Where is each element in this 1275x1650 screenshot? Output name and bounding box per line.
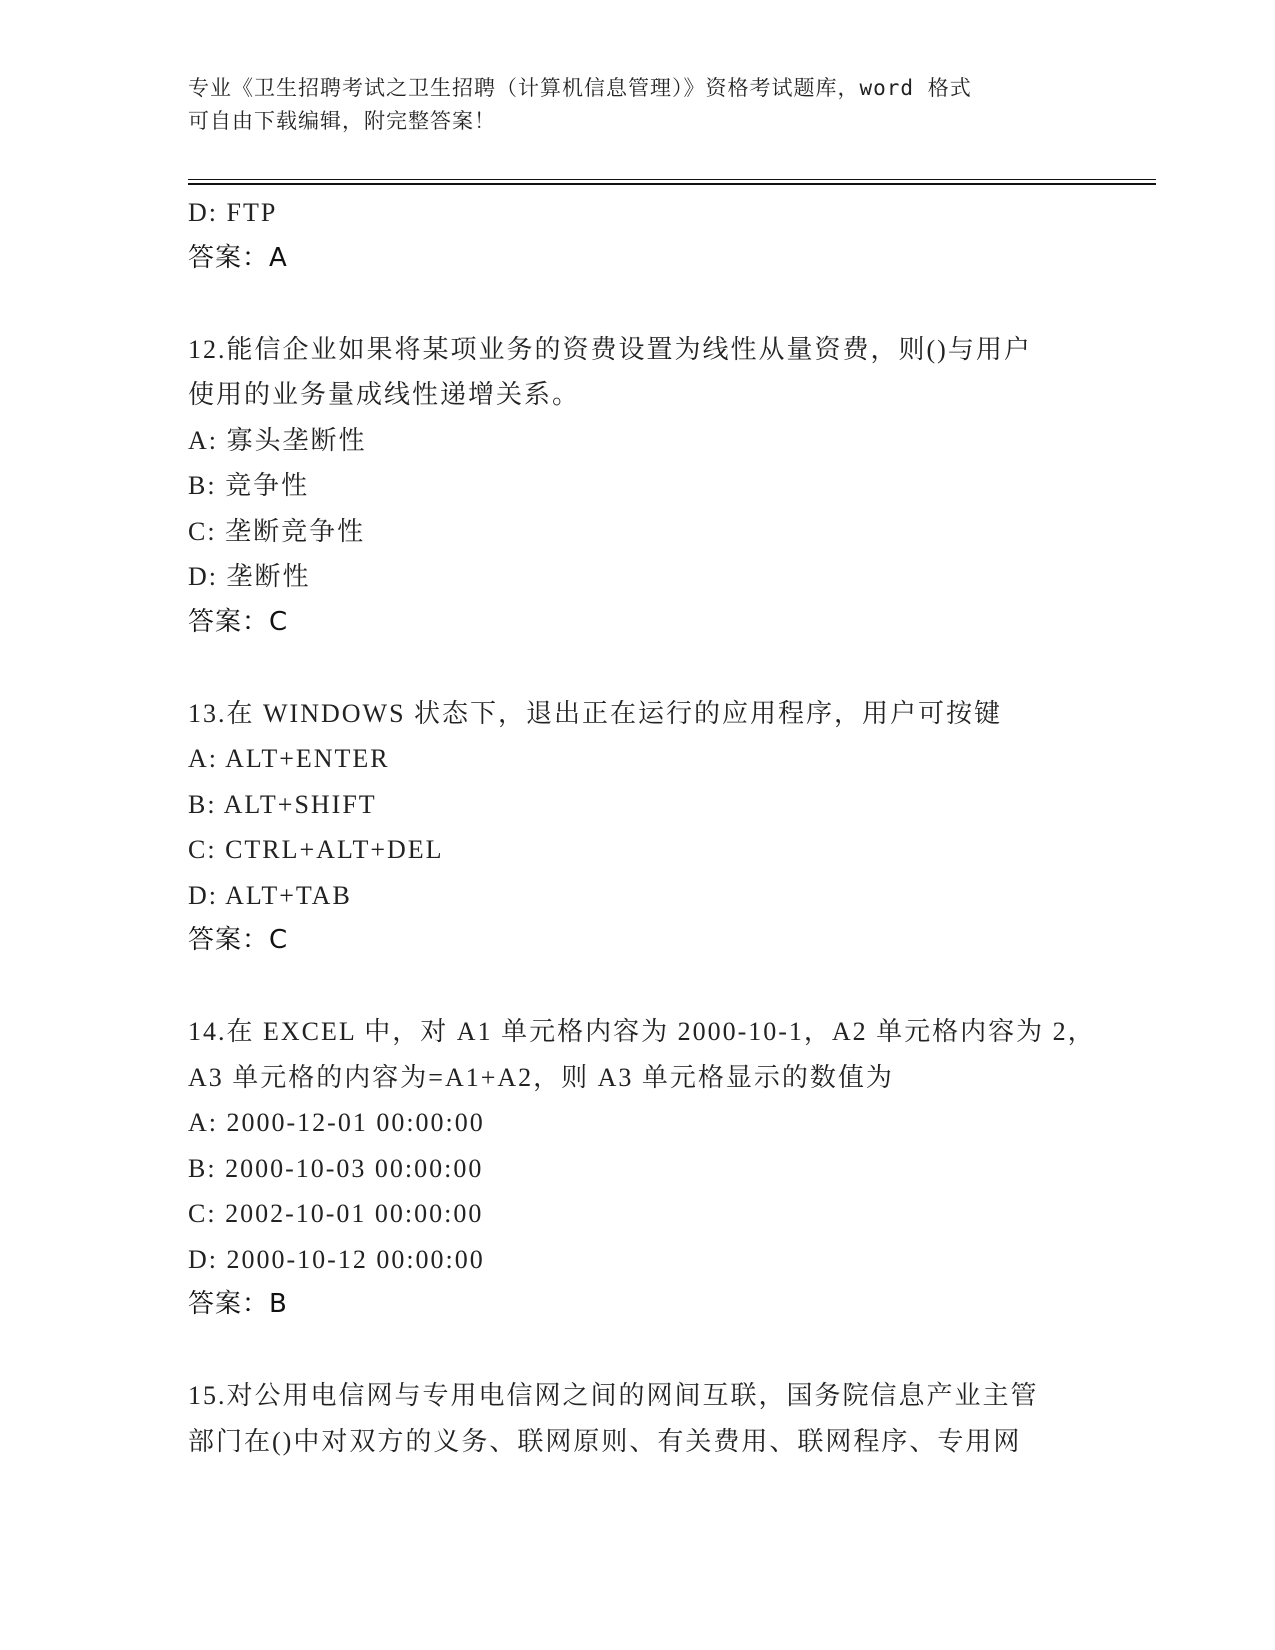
option-c: C: CTRL+ALT+DEL <box>188 835 444 864</box>
question-block-previous <box>188 190 1088 281</box>
option-c: C: 2002-10-01 00:00:00 <box>188 1199 484 1228</box>
question-block-14 <box>188 1009 1096 1328</box>
question-block-13 <box>188 691 1088 964</box>
question-stem-continued: 部门在()中对双方的义务、联网原则、有关费用、联网程序、专用网 <box>188 1426 1022 1456</box>
question-list <box>188 190 1096 1464</box>
option-a: A: ALT+ENTER <box>188 744 390 773</box>
spacer <box>188 645 1088 691</box>
question-stem: 13.在 WINDOWS 状态下，退出正在运行的应用程序，用户可按键 <box>188 698 1003 728</box>
option-b: B: ALT+SHIFT <box>188 789 377 819</box>
header-title-line-1: 专业《卫生招聘考试之卫生招聘（计算机信息管理）》资格考试题库，word 格式 <box>188 76 972 100</box>
option-c: C: 垄断竞争性 <box>188 516 366 546</box>
answer-line: 答案：A <box>188 242 288 273</box>
question-stem: 15.对公用电信网与专用电信网之间的网间互联，国务院信息产业主管 <box>188 1381 1039 1410</box>
spacer <box>188 1328 1088 1374</box>
spacer <box>188 281 1088 327</box>
document-header <box>188 72 1068 138</box>
option-d: D: 垄断性 <box>188 562 311 591</box>
question-block-15 <box>188 1373 1088 1464</box>
option-d: D: 2000-10-12 00:00:00 <box>188 1244 485 1274</box>
option-d: D: FTP <box>188 198 278 227</box>
answer-line: 答案：C <box>188 606 289 637</box>
question-stem-continued: A3 单元格的内容为=A1+A2，则 A3 单元格显示的数值为 <box>188 1062 894 1092</box>
header-title-line-2: 可自由下载编辑，附完整答案！ <box>188 109 496 133</box>
question-stem: 14.在 EXCEL 中，对 A1 单元格内容为 2000-10-1，A2 单元格内容为 2， <box>188 1017 1096 1046</box>
option-d: D: ALT+TAB <box>188 880 352 910</box>
option-a: A: 2000-12-01 00:00:00 <box>188 1108 485 1137</box>
answer-line: 答案：B <box>188 1289 288 1319</box>
question-block-12 <box>188 327 1088 646</box>
question-stem: 12.能信企业如果将某项业务的资费设置为线性从量资费，则()与用户 <box>188 334 1032 364</box>
option-b: B: 2000-10-03 00:00:00 <box>188 1153 484 1183</box>
answer-line: 答案：C <box>188 925 289 955</box>
header-divider-thin <box>188 179 1156 180</box>
option-b: B: 竞争性 <box>188 471 310 500</box>
header-divider-thick <box>188 183 1156 185</box>
question-stem-continued: 使用的业务量成线性递增关系。 <box>188 380 581 409</box>
option-a: A: 寡头垄断性 <box>188 425 367 455</box>
spacer <box>188 964 1088 1010</box>
